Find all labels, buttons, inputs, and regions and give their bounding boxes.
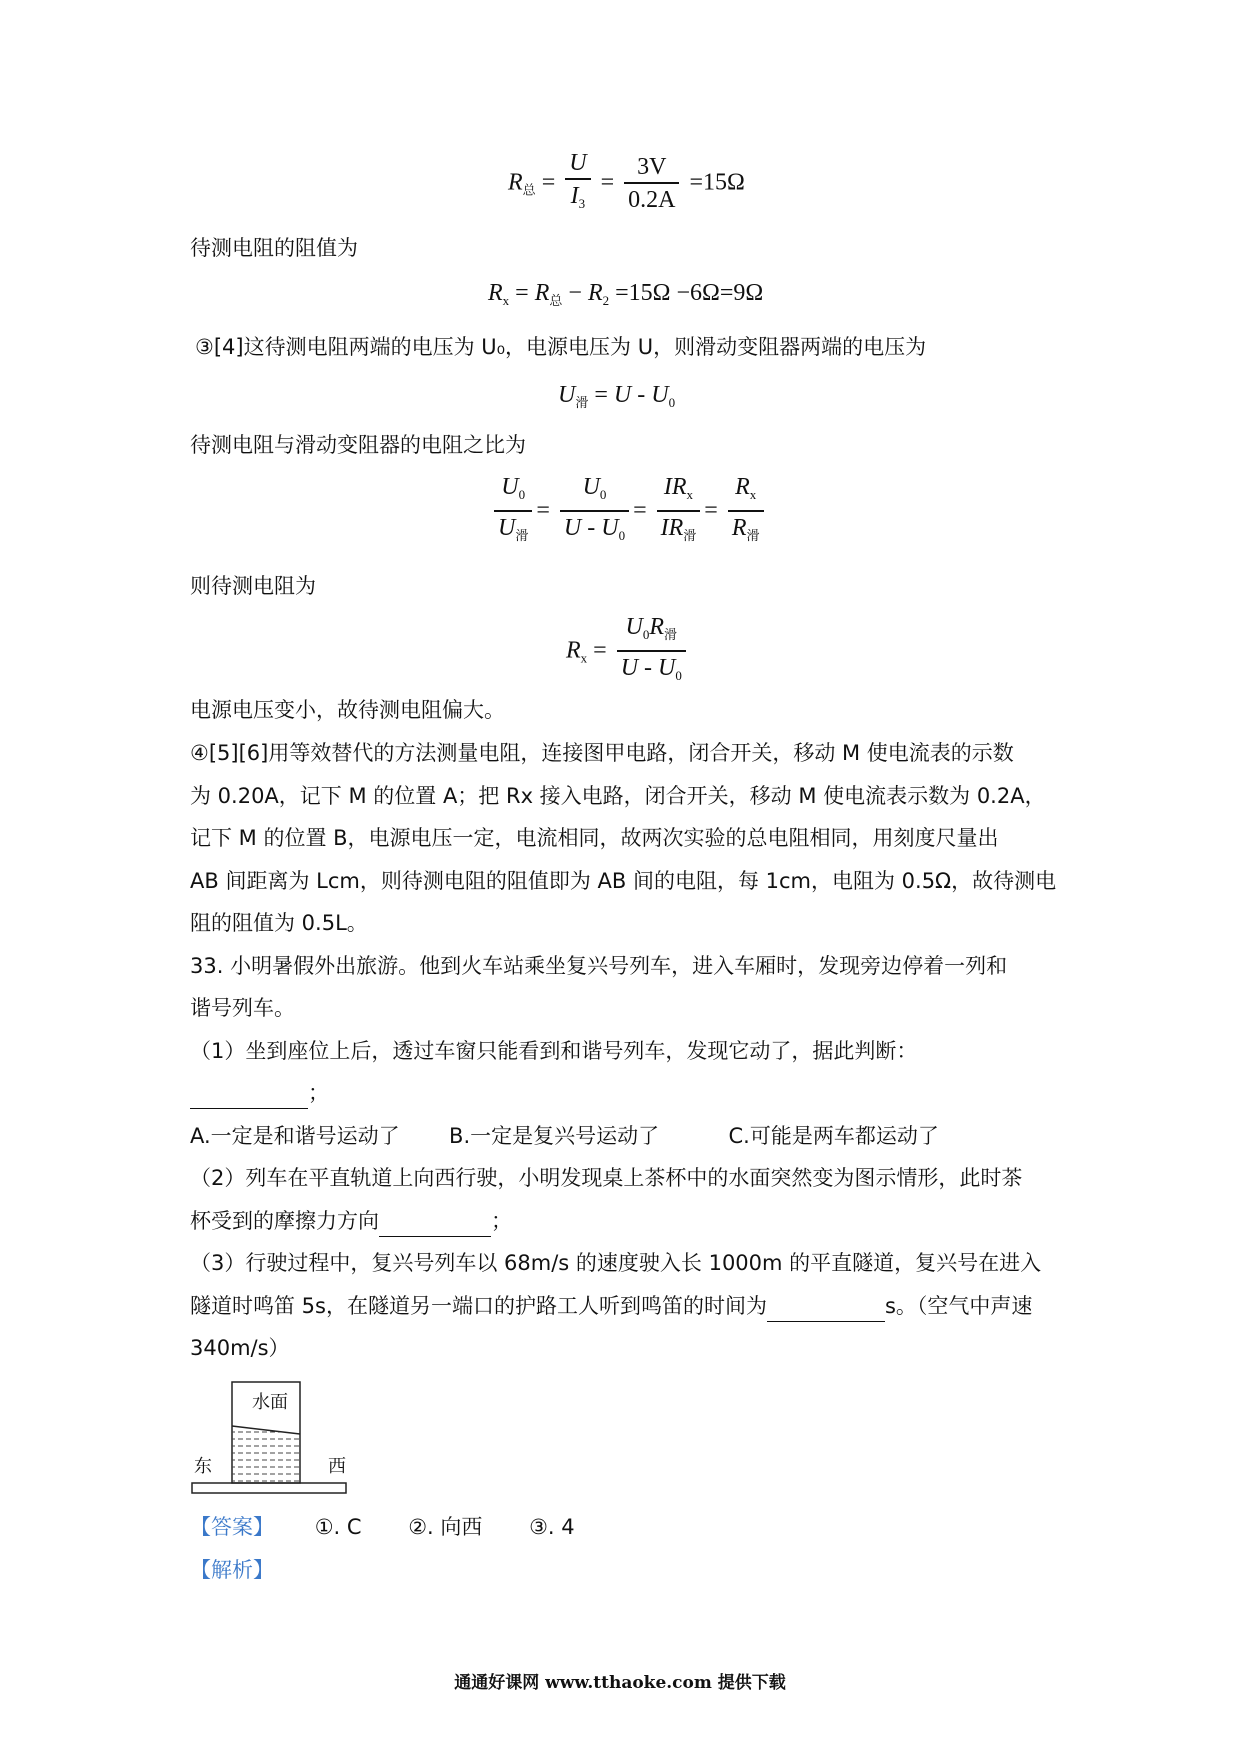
eq-symbol: U - U [613, 382, 669, 408]
paragraph-line: 记下 M 的位置 B，电源电压一定，电流相同，故两次实验的总电阻相同，用刻度尺量出 [190, 826, 999, 850]
sub-question-3: （3）行驶过程中，复兴号列车以 68m/s 的速度驶入长 1000m 的平直隧道，复兴号在进入 [190, 1251, 1042, 1275]
west-label: 西 [328, 1456, 346, 1477]
answer-item: ③. 4 [529, 1515, 575, 1539]
fraction [494, 472, 532, 552]
water-body [232, 1426, 300, 1483]
answer-tag: 【答案】 [190, 1515, 274, 1539]
analysis-row [190, 1555, 1070, 1585]
fraction [565, 148, 590, 220]
page-footer: 通通好课网 www.tthaoke.com 提供下载 [454, 1673, 786, 1693]
analysis-tag: 【解析】 [190, 1558, 274, 1582]
eq-subscript: 滑 [746, 528, 760, 543]
eq-subscript: 总 [522, 182, 536, 198]
answer-item: ①. C [314, 1515, 362, 1539]
option-a: A.一定是和谐号运动了 [190, 1124, 400, 1148]
eq-subscript: x [686, 487, 694, 502]
eq-symbol: U [498, 515, 516, 541]
question-stem: 33. 小明暑假外出旅游。他到火车站乘坐复兴号列车，进入车厢时，发现旁边停着一列和 [190, 954, 1008, 978]
eq-subscript: 2 [602, 293, 610, 308]
equation-rx-final: $R_x$ = $\frac{U_0R_滑}{U - U_0}$ [566, 612, 690, 692]
equation-rx: $R_x = R_总 - R_2 =15\Omega -6\Omega=9\Omega$ [488, 280, 764, 308]
punctuation: ； [491, 1209, 512, 1233]
paragraph-line: 为 0.20A，记下 M 的位置 A；把 Rx 接入电路，闭合开关，移动 M 使电流表示数为 0.2A， [190, 784, 1046, 808]
paragraph: 电源电压变小，故待测电阻偏大。 [190, 698, 505, 722]
eq-subscript: x [749, 487, 757, 502]
paragraph: ③[4]这待测电阻两端的电压为 U₀，电源电压为 U，则滑动变阻器两端的电压为 [195, 335, 927, 359]
sub-question-2-line [190, 1206, 1070, 1237]
eq-symbol: U [501, 474, 519, 500]
sub-question-1: （1）坐到座位上后，透过车窗只能看到和谐号列车，发现它动了，据此判断： [190, 1039, 918, 1063]
eq-subscript: 0 [668, 395, 676, 410]
eq-symbol: R [508, 169, 523, 196]
eq-symbol: R [534, 280, 550, 306]
eq-symbol: R [488, 280, 503, 306]
paragraph: 待测电阻的阻值为 [190, 236, 358, 260]
eq-symbol: IR [663, 474, 687, 500]
option-b: B.一定是复兴号运动了 [449, 1124, 660, 1148]
question-stem: 谐号列车。 [190, 996, 295, 1020]
eq-symbol: U [569, 150, 587, 176]
eq-subscript: 总 [549, 293, 563, 308]
eq-symbol: U [558, 382, 576, 408]
eq-subscript: 滑 [664, 627, 678, 642]
answer-blank-line [190, 1078, 1070, 1109]
sub-question-3-line: 340m/s） [190, 1336, 290, 1360]
answer-row [190, 1512, 1070, 1542]
answer-item: ②. 向西 [408, 1515, 483, 1539]
paragraph: 则待测电阻为 [190, 574, 316, 598]
eq-subscript: 滑 [683, 528, 697, 543]
eq-result: =15Ω [689, 169, 745, 196]
question-text: 杯受到的摩擦力方向 [190, 1209, 379, 1233]
eq-symbol: U [625, 614, 643, 640]
eq-subscript: 0 [675, 668, 682, 683]
eq-subscript: 0 [599, 487, 607, 502]
eq-subscript: 0 [618, 528, 626, 543]
fraction [657, 472, 701, 552]
table-surface [192, 1483, 346, 1493]
equation-ratio: $\frac{U_0}{U_滑}$ = $\frac{U_0}{U - U_0}$ = $\frac{IR_x}{IR_滑}$ = $\frac{R_x}{R_滑}$ [490, 472, 768, 552]
water-surface-label: 水面 [252, 1392, 288, 1413]
east-label: 东 [194, 1456, 212, 1477]
eq-subscript: 0 [642, 627, 650, 642]
eq-symbol: R [731, 515, 747, 541]
equation-total-resistance: $R_总$ = $\frac{U}{I_3}$ = $\frac{3V}{0.2A}$ =15Ω [508, 148, 745, 220]
equation-u-slide: $U_滑 = U - U_0$ [558, 382, 676, 410]
eq-symbol: U - U [620, 655, 676, 681]
question-text: 隧道时鸣笛 5s，在隧道另一端口的护路工人听到鸣笛的时间为 [190, 1294, 767, 1318]
paragraph-line: ④[5][6]用等效替代的方法测量电阻，连接图甲电路，闭合开关，移动 M 使电流表的示数 [190, 741, 1014, 765]
sub-question-2: （2）列车在平直轨道上向西行驶，小明发现桌上茶杯中的水面突然变为图示情形，此时茶 [190, 1166, 1023, 1190]
question-text: s。（空气中声速 [884, 1294, 1033, 1318]
eq-symbol: R [735, 474, 750, 500]
eq-value: 0.2A [628, 187, 676, 213]
eq-subscript: x [580, 650, 588, 666]
eq-subscript: 滑 [515, 528, 529, 543]
eq-symbol: U [582, 474, 600, 500]
eq-subscript: 3 [578, 196, 586, 211]
punctuation: ； [308, 1081, 329, 1105]
paragraph-line: 阻的阻值为 0.5L。 [190, 911, 368, 935]
eq-symbol: IR [660, 515, 684, 541]
cup-figure [190, 1380, 350, 1500]
eq-subscript: 滑 [575, 395, 589, 410]
fraction [624, 152, 679, 216]
fraction [617, 612, 686, 692]
paragraph: 待测电阻与滑动变阻器的电阻之比为 [190, 433, 526, 457]
eq-symbol: R [649, 614, 665, 640]
options-row [190, 1121, 1070, 1151]
fraction [560, 472, 629, 552]
eq-subscript: 0 [518, 487, 526, 502]
option-c: C.可能是两车都运动了 [728, 1124, 939, 1148]
eq-value: 3V [624, 152, 679, 184]
eq-symbol: I [570, 183, 579, 209]
eq-symbol: R [566, 637, 581, 664]
eq-result: =15Ω −6Ω=9Ω [615, 280, 764, 306]
eq-subscript: x [502, 293, 510, 308]
eq-symbol: U - U [563, 515, 619, 541]
sub-question-3-line [190, 1291, 1070, 1322]
eq-symbol: R [587, 280, 603, 306]
paragraph-line: AB 间距离为 Lcm，则待测电阻的阻值即为 AB 间的电阻，每 1cm，电阻为 0.5Ω，故待测电 [190, 869, 1057, 893]
fraction [728, 472, 764, 552]
